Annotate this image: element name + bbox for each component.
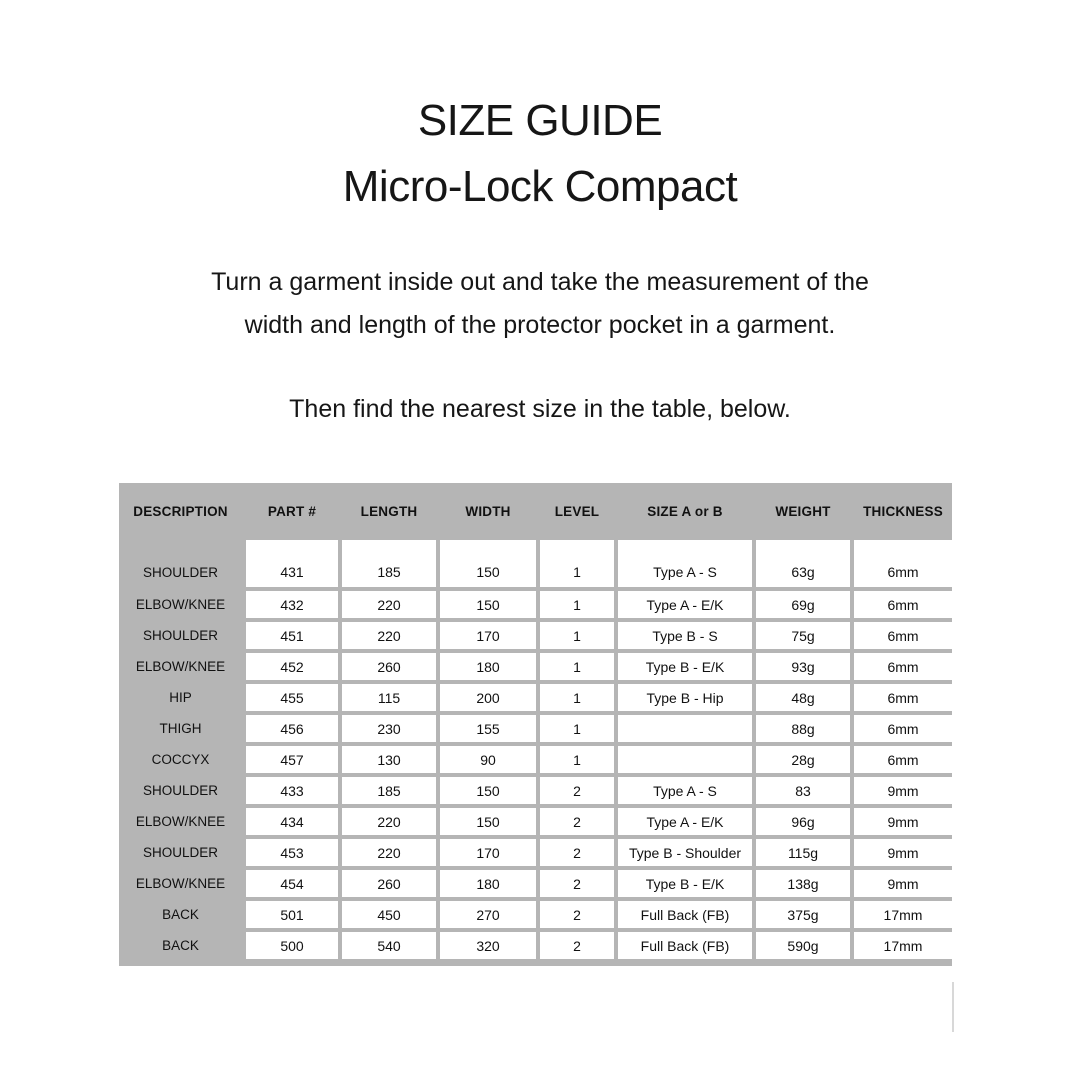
- description-cell: ELBOW/KNEE: [135, 659, 226, 674]
- table-cell: 456: [246, 715, 338, 742]
- table-cell: 453: [246, 839, 338, 866]
- table-cell: 180: [440, 870, 536, 897]
- table-cell: 9mm: [854, 839, 952, 866]
- column-header: DESCRIPTION: [133, 504, 228, 519]
- table-cell: Full Back (FB): [618, 932, 752, 959]
- description-cell: SHOULDER: [142, 628, 218, 643]
- table-cell: 115g: [756, 839, 850, 866]
- table-cell: 500: [246, 932, 338, 959]
- table-cell: 220: [342, 808, 436, 835]
- table-cell: 6mm: [854, 746, 952, 773]
- table-cell: Full Back (FB): [618, 901, 752, 928]
- table-cell: 6mm: [854, 540, 952, 587]
- table-cell: 115: [342, 684, 436, 711]
- table-cell: 260: [342, 870, 436, 897]
- table-cell: 2: [540, 808, 614, 835]
- column-header: LENGTH: [360, 504, 418, 519]
- table-cell: 185: [342, 540, 436, 587]
- table-cell: Type B - Shoulder: [618, 839, 752, 866]
- table-cell: 451: [246, 622, 338, 649]
- table-cell: 9mm: [854, 808, 952, 835]
- table-cell: Type B - S: [618, 622, 752, 649]
- description-cell: SHOULDER: [142, 565, 218, 580]
- table-cell: 155: [440, 715, 536, 742]
- table-cell: 63g: [756, 540, 850, 587]
- table-cell: Type B - E/K: [618, 870, 752, 897]
- table-cell: 590g: [756, 932, 850, 959]
- description-cell: HIP: [169, 690, 192, 705]
- table-cell: Type A - S: [618, 777, 752, 804]
- table-cell: 170: [440, 622, 536, 649]
- table-cell: 431: [246, 540, 338, 587]
- page-title-line1: SIZE GUIDE: [417, 96, 663, 145]
- description-cell: ELBOW/KNEE: [135, 597, 226, 612]
- page-title: [0, 88, 1080, 220]
- table-cell: [618, 715, 752, 742]
- table-cell: 180: [440, 653, 536, 680]
- table-cell: 457: [246, 746, 338, 773]
- table-cell: 17mm: [854, 932, 952, 959]
- description-cell: SHOULDER: [142, 845, 218, 860]
- table-cell: 170: [440, 839, 536, 866]
- column-header: LEVEL: [554, 504, 600, 519]
- table-cell: 138g: [756, 870, 850, 897]
- instruction-line1: Turn a garment inside out and take the measurement of the: [211, 268, 869, 296]
- description-cell: THIGH: [159, 721, 202, 736]
- table-cell: 83: [756, 777, 850, 804]
- instructions: [0, 261, 1080, 431]
- column-header: THICKNESS: [863, 504, 943, 519]
- table-cell: 433: [246, 777, 338, 804]
- table-cell: 2: [540, 901, 614, 928]
- table-cell: 452: [246, 653, 338, 680]
- table-cell: 48g: [756, 684, 850, 711]
- description-cell: BACK: [162, 907, 199, 922]
- size-table-body: [119, 540, 952, 959]
- table-cell: 2: [540, 870, 614, 897]
- description-cell: COCCYX: [151, 752, 210, 767]
- description-cell: ELBOW/KNEE: [135, 876, 226, 891]
- table-cell: 6mm: [854, 684, 952, 711]
- table-cell: 93g: [756, 653, 850, 680]
- table-cell: 130: [342, 746, 436, 773]
- table-cell: 6mm: [854, 591, 952, 618]
- table-cell: 220: [342, 622, 436, 649]
- table-cell: Type A - E/K: [618, 591, 752, 618]
- table-cell: 1: [540, 622, 614, 649]
- page-title-line2: Micro-Lock Compact: [342, 162, 738, 211]
- table-cell: 1: [540, 684, 614, 711]
- table-cell: 17mm: [854, 901, 952, 928]
- table-cell: 320: [440, 932, 536, 959]
- table-cell: 150: [440, 540, 536, 587]
- table-cell: 6mm: [854, 653, 952, 680]
- instruction-line2: width and length of the protector pocket in a garment.: [244, 311, 836, 339]
- table-cell: 150: [440, 808, 536, 835]
- page-edge-line: [952, 982, 954, 1032]
- instruction-line3: Then find the nearest size in the table, below.: [289, 395, 791, 423]
- table-cell: 455: [246, 684, 338, 711]
- table-cell: 2: [540, 839, 614, 866]
- table-cell: Type A - S: [618, 540, 752, 587]
- table-cell: 434: [246, 808, 338, 835]
- size-table-header: [119, 483, 952, 540]
- table-cell: 260: [342, 653, 436, 680]
- table-cell: 75g: [756, 622, 850, 649]
- description-cell: ELBOW/KNEE: [135, 814, 226, 829]
- table-cell: 9mm: [854, 870, 952, 897]
- table-cell: 2: [540, 932, 614, 959]
- column-header: WIDTH: [465, 504, 511, 519]
- table-cell: 1: [540, 540, 614, 587]
- table-cell: 432: [246, 591, 338, 618]
- table-cell: 270: [440, 901, 536, 928]
- table-cell: 88g: [756, 715, 850, 742]
- table-cell: 6mm: [854, 622, 952, 649]
- table-cell: Type B - E/K: [618, 653, 752, 680]
- table-cell: [618, 746, 752, 773]
- table-cell: 96g: [756, 808, 850, 835]
- description-cell: SHOULDER: [142, 783, 218, 798]
- column-header: PART #: [267, 504, 317, 519]
- description-cell: BACK: [162, 938, 199, 953]
- column-header: SIZE A or B: [647, 504, 723, 519]
- table-cell: 9mm: [854, 777, 952, 804]
- table-cell: 1: [540, 746, 614, 773]
- table-cell: 220: [342, 839, 436, 866]
- column-header: WEIGHT: [775, 504, 831, 519]
- table-cell: Type A - E/K: [618, 808, 752, 835]
- table-cell: 450: [342, 901, 436, 928]
- table-cell: 28g: [756, 746, 850, 773]
- table-cell: 90: [440, 746, 536, 773]
- table-cell: 185: [342, 777, 436, 804]
- table-cell: 1: [540, 591, 614, 618]
- table-cell: 1: [540, 715, 614, 742]
- table-cell: 6mm: [854, 715, 952, 742]
- table-cell: 200: [440, 684, 536, 711]
- size-table: [119, 483, 952, 966]
- table-cell: 540: [342, 932, 436, 959]
- table-cell: 220: [342, 591, 436, 618]
- table-cell: 501: [246, 901, 338, 928]
- table-cell: 2: [540, 777, 614, 804]
- table-cell: Type B - Hip: [618, 684, 752, 711]
- table-cell: 454: [246, 870, 338, 897]
- table-cell: 150: [440, 591, 536, 618]
- table-cell: 375g: [756, 901, 850, 928]
- table-cell: 1: [540, 653, 614, 680]
- table-cell: 150: [440, 777, 536, 804]
- table-cell: 230: [342, 715, 436, 742]
- table-cell: 69g: [756, 591, 850, 618]
